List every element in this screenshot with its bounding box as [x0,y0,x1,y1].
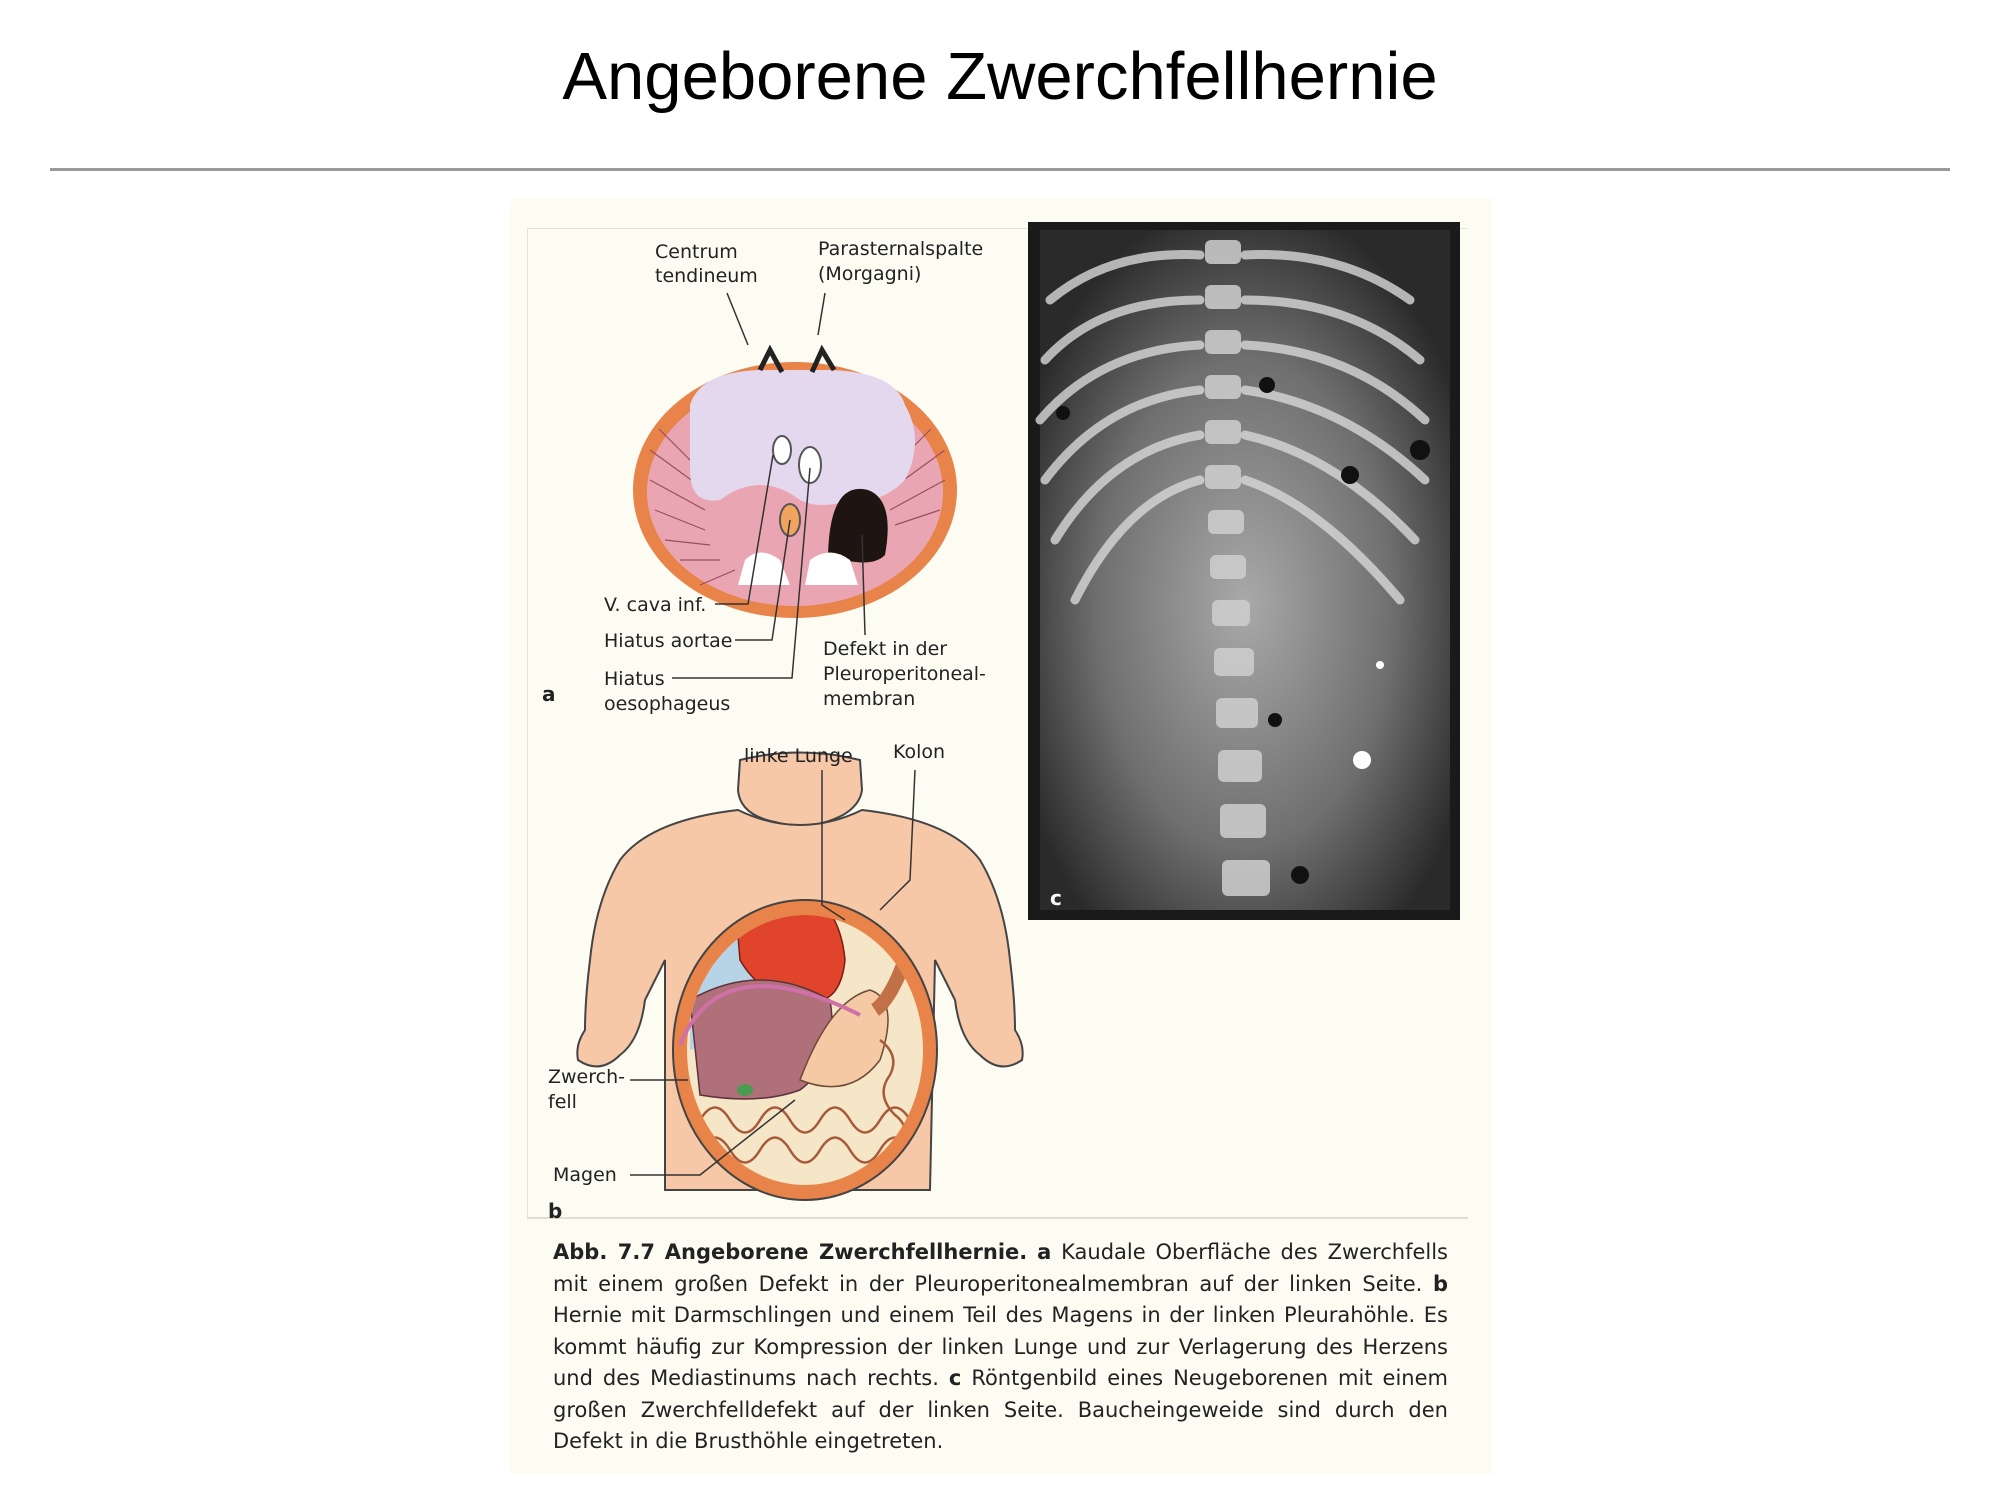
label-kolon: Kolon [893,741,946,763]
caption-letter-c: c [948,1366,962,1390]
panel-c-letter: c [1050,886,1062,910]
centrum-tendineum [690,370,915,505]
panel-b-letter: b [548,1199,563,1223]
caption-letter-a: a [1037,1240,1052,1264]
label-morgagni: (Morgagni) [818,263,922,285]
label-zwerchfell: Zwerch- [548,1066,625,1088]
figure-caption [553,1237,1448,1458]
diaphragm-illustration [633,350,957,618]
label-fell: fell [548,1091,577,1113]
caption-text-b: Hernie mit Darmschlingen und einem Teil des Magens in der linken Pleurahöhle. Es kommt häufig zur Kompression der linken Lunge und zur Verlagerung des Herzens und des Mediastinums nach rechts. [553,1303,1448,1390]
label-v-cava: V. cava inf. [604,594,707,616]
caption-figure-number: Abb. 7.7 [553,1240,655,1264]
esophageal-hiatus [799,447,821,483]
xray-image [1028,222,1460,920]
label-pleuroperitoneal: Pleuroperitoneal- [823,663,986,685]
label-hiatus-aortae: Hiatus aortae [604,630,733,652]
panel-a-letter: a [542,682,556,706]
label-membran: membran [823,688,916,710]
label-parasternalspalte: Parasternalspalte [818,238,984,260]
caption-figure-title: Angeborene Zwerchfellhernie. [664,1240,1028,1264]
label-centrum: Centrum [655,241,738,263]
label-oesophageus: oesophageus [604,693,731,715]
caption-text-a: Kaudale Oberfläche des Zwerchfells mit einem großen Defekt in der Pleuroperitonealmembran auf der linken Seite. [553,1240,1448,1296]
label-defekt: Defekt in der [823,638,948,660]
infant-torso-illustration [577,753,1022,1201]
vena-cava-opening [773,436,791,464]
gallbladder [737,1084,753,1096]
caption-letter-b: b [1432,1271,1448,1296]
label-magen: Magen [553,1164,617,1186]
label-tendineum: tendineum [655,265,758,287]
caption-text-c: Röntgenbild eines Neugeborenen mit einem großen Zwerchfelldefekt auf der linken Seite. Baucheingeweide sind durch den Defekt in die Brusthöhle eingetreten. [553,1366,1448,1453]
label-hiatus: Hiatus [604,668,665,690]
label-linke-lunge: linke Lunge [744,745,853,767]
slide-title: Angeborene Zwerchfellhernie [562,39,1438,114]
